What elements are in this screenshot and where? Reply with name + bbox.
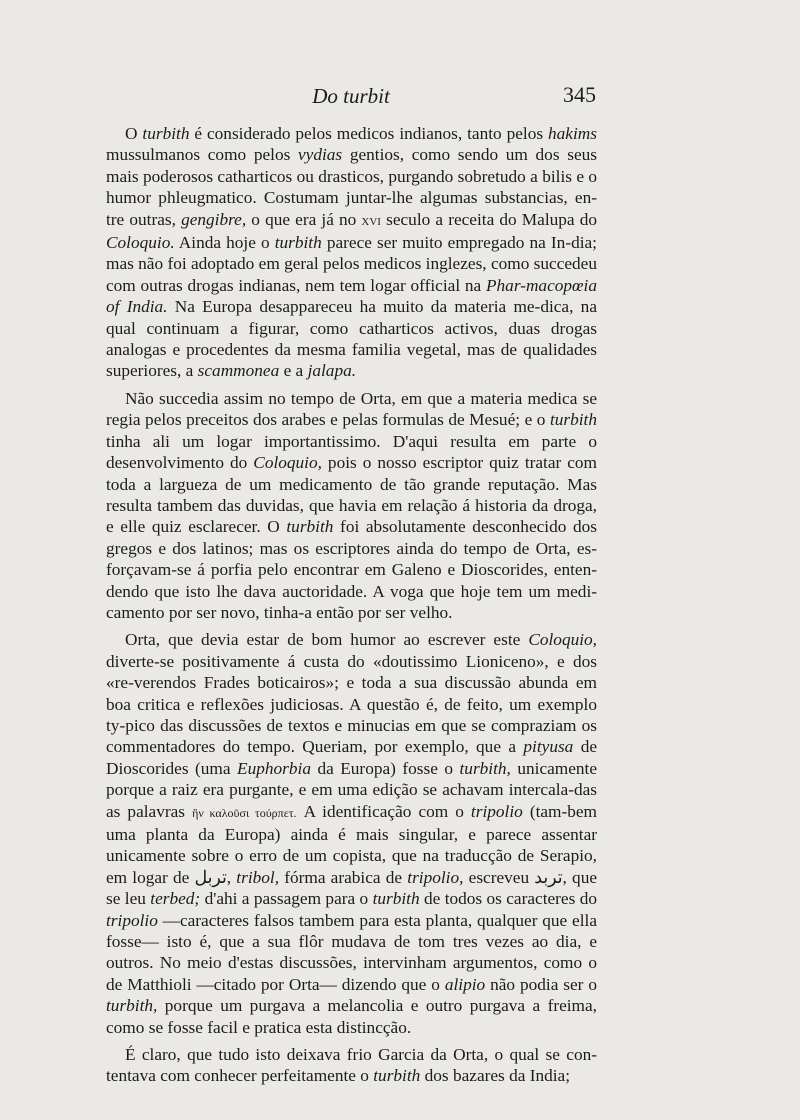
text-run: É claro, que tudo isto deixava frio Garcia da Orta, o qual se con-tentava com conhecer perfeitamente o (106, 1045, 597, 1086)
running-head (106, 82, 596, 112)
paragraph (106, 1044, 597, 1087)
text-run: escreveu (463, 867, 535, 887)
text-run: A identificação com o (296, 801, 471, 821)
paragraph (106, 629, 597, 1038)
running-title: Do turbit (312, 84, 390, 108)
italic-term: Euphorbia (237, 758, 311, 778)
italic-term: scammonea (197, 361, 280, 381)
text-run: —caracteres falsos tambem para esta planta, qualquer que ella fosse— isto é, que a sua flôr mudava de tom tres vezes ao dia, e outros. No meio d'estas discussões, intervinham argumentos, como o de Matthioli —citado por Orta— dizendo que o (106, 910, 597, 994)
italic-term: vydias (297, 145, 343, 165)
text-run: mussulmanos como pelos (106, 145, 298, 165)
italic-term: jalapa. (307, 361, 357, 381)
text-run: seculo a receita do Malupa do (380, 209, 597, 229)
italic-term: turbith (286, 517, 334, 537)
text-run: de todos os caracteres do (419, 889, 597, 909)
italic-term: hakims (548, 124, 597, 143)
text-run: unicamente porque a raiz era purgante, e em uma edição se achavam intercala-das as palavras (106, 758, 598, 821)
text-run: foi absolutamente desconhecido dos gregos e dos latinos; mas os escriptores ainda do tempo de Orta, es-forçavam-se á porfia pelo encontrar em Galeno e Dioscorides, enten-dendo que isto lhe dava auctoridade. A voga que hoje tem um medi-camento por ser novo, tinha-a então por ser velho. (106, 517, 597, 622)
text-run: , (226, 867, 237, 887)
italic-term: tripolio, (407, 867, 464, 887)
italic-term: tripolio (106, 910, 158, 930)
text-run: o que era já no (246, 209, 362, 229)
text-run: O (125, 124, 143, 143)
italic-term: turbith, (106, 996, 158, 1016)
italic-term: terbed; (150, 889, 201, 909)
italic-term: Phar-macopœia of India. (106, 275, 597, 317)
italic-term: turbith (372, 889, 420, 909)
italic-term: turbith, (459, 758, 511, 778)
text-run: dos bazares da India; (420, 1066, 571, 1086)
italic-term: tribol, (236, 867, 280, 887)
paragraph (106, 123, 597, 382)
text-run: Na Europa desappareceu ha muito da materia me-dica, na qual continuam a figurar, como catharticos activos, duas drogas analogas e procedentes da mesma familia vegetal, mas de qualidades superiores, a (106, 297, 597, 381)
text-run: Orta, que devia estar de bom humor ao escrever este (125, 630, 529, 650)
body-text (106, 123, 597, 1093)
text-run: e a (279, 361, 308, 381)
text-run: (tam-bem uma planta da Europa) ainda é mais singular, e parece assentar unicamente sobre o erro de um copista, que na traducção de Serapio, em logar de (106, 801, 597, 887)
text-run: tinha ali um logar importantissimo. D'aqui resulta em parte o desenvolvimento do (106, 431, 597, 473)
page-number: 345 (563, 82, 596, 107)
italic-term: Coloquio, (253, 453, 322, 473)
italic-term: turbith (142, 124, 190, 143)
text-run: não podia ser o (485, 974, 597, 994)
text-run: تربد (534, 867, 563, 887)
text-run: porque um purgava a melancolia e outro purgava a freima, como se fosse facil e pratica esta distincção. (106, 996, 597, 1037)
text-run: diverte-se positivamente á custa do «doutissimo Lioniceno», e dos «re-verendos Frades boticairos»; e toda a sua discussão abunda em boa critica e reflexões judiciosas. A questão é, de feito, um exemplo ty-pico das discussões de textos e minucias em que se compraziam os commentadores do tempo. Queriam, por exemplo, que a (106, 651, 597, 757)
italic-term: alipio (444, 974, 486, 994)
small-caps-numeral: xvi (361, 212, 381, 229)
text-run: pois o nosso escriptor quiz tratar com toda a largueza de um medicamento de tão grande reputação. Mas resulta tambem das duvidas, que havia em relação á historia da droga, e elle quiz esclarecer. O (106, 453, 597, 537)
text-run: parece ser muito empregado na In-dia; mas não foi adoptado em geral pelos medicos inglezes, como succedeu com outras drogas indianas, nem tem logar official na (106, 233, 597, 295)
text-run: fórma arabica de (279, 867, 408, 887)
italic-term: turbith (274, 233, 322, 253)
italic-term: turbith (549, 410, 597, 430)
italic-term: tripolio (470, 801, 523, 821)
text-run: é considerado pelos medicos indianos, tanto pelos (189, 124, 549, 143)
text-run: , que se leu (106, 867, 597, 909)
italic-term: gengibre, (181, 209, 247, 229)
italic-term: pityusa (523, 737, 574, 757)
paragraph (106, 388, 597, 623)
text-run: gentios, como sendo um dos seus mais poderosos catharticos ou drasticos, purgando sobretudo a bilis e o humor phleugmatico. Costumam juntar-lhe algumas substancias, en-tre outras, (106, 145, 597, 229)
text-run: Ainda hoje o (174, 233, 275, 253)
greek-quote: ἣν καλοῦσι τούρπετ. (192, 805, 297, 820)
italic-term: turbith (373, 1066, 421, 1086)
text-run: Não succedia assim no tempo de Orta, em que a materia medica se regia pelos preceitos dos arabes e pelas formulas de Mesué; e o (106, 388, 597, 430)
text-run: da Europa) fosse o (310, 758, 460, 778)
text-run: تربل (194, 867, 227, 887)
italic-term: Coloquio, (528, 630, 597, 650)
italic-term: Coloquio. (106, 233, 175, 253)
text-run: d'ahi a passagem para o (200, 889, 373, 909)
text-run: de Dioscorides (uma (106, 737, 598, 778)
